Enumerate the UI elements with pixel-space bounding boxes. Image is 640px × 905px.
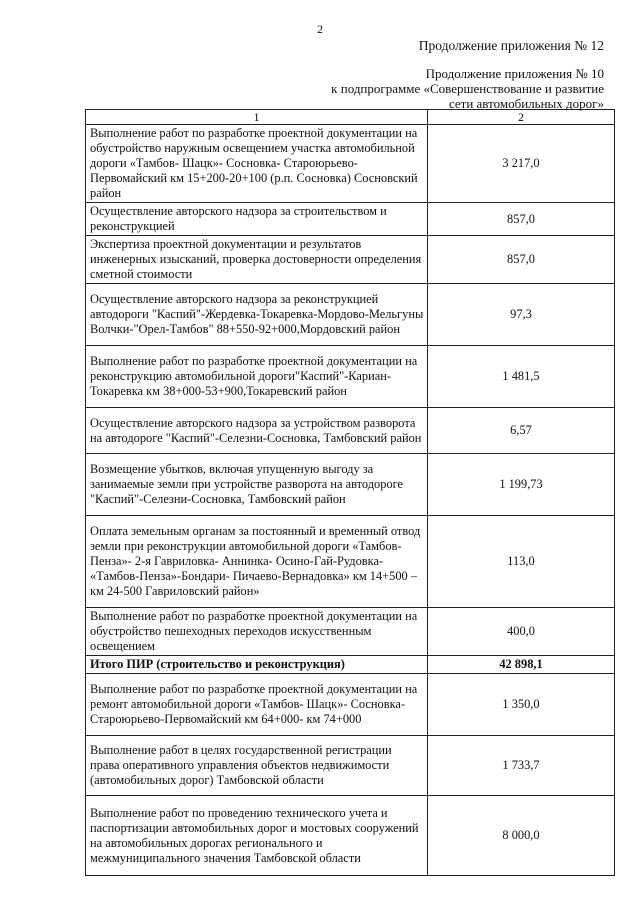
amount-cell: 1 199,73	[428, 454, 615, 516]
work-description-cell: Экспертиза проектной документации и результатов инженерных изысканий, проверка достоверности определения сметной стоимости	[86, 236, 428, 284]
amount-cell: 3 217,0	[428, 125, 615, 203]
budget-table	[85, 109, 615, 876]
amount-cell: 113,0	[428, 516, 615, 608]
work-description-cell: Выполнение работ по разработке проектной документации на обустройство пешеходных переходов искусственным освещением	[86, 608, 428, 656]
work-description-cell: Оплата земельным органам за постоянный и временный отвод земли при реконструкции автомобильной дороги «Тамбов-Пенза»- 2-я Гавриловка- Аннинка- Осино-Гай-Рудовка- «Тамбов-Пенза»-Бондари- Пичаево-Вернадовка» км 14+500 – км 24-500 Гавриловский район»	[86, 516, 428, 608]
amount-cell: 1 350,0	[428, 674, 615, 736]
table-row	[86, 203, 615, 236]
work-description-cell: Выполнение работ по разработке проектной документации на обустройство наружным освещением участка автомобильной дороги «Тамбов- Шацк»- Сосновка- Староюрьево- Первомайский км 15+200-20+100 (р.п. Сосновка) Сосновский район	[86, 125, 428, 203]
amount-cell: 1 481,5	[428, 346, 615, 408]
appendix-continuation-title: Продолжение приложения № 12	[418, 38, 604, 53]
amount-cell: 857,0	[428, 203, 615, 236]
subheading-line: Продолжение приложения № 10	[425, 66, 604, 81]
table-row	[86, 284, 615, 346]
table-row	[86, 516, 615, 608]
table-row	[86, 796, 615, 876]
table-body	[86, 125, 615, 876]
work-description-cell: Осуществление авторского надзора за устройством разворота на автодороге "Каспий"-Селезни-Сосновка, Тамбовский район	[86, 408, 428, 454]
column-header: 2	[428, 110, 615, 125]
work-description-cell: Выполнение работ по разработке проектной документации на ремонт автомобильной дороги «Тамбов- Шацк»- Сосновка- Староюрьево-Первомайский км 64+000- км 74+000	[86, 674, 428, 736]
table-row	[86, 608, 615, 656]
column-header: 1	[86, 110, 428, 125]
table-row	[86, 736, 615, 796]
work-description-cell: Осуществление авторского надзора за реконструкцией автодороги "Каспий"-Жердевка-Токаревка-Мордово-Мельгуны Волчки-"Орел-Тамбов" 88+550-92+000,Мордовский район	[86, 284, 428, 346]
appendix-subheading	[331, 66, 604, 111]
work-description-cell: Выполнение работ в целях государственной регистрации права оперативного управления объектов недвижимости (автомобильных дорог) Тамбовской области	[86, 736, 428, 796]
table-row	[86, 346, 615, 408]
amount-cell: 400,0	[428, 608, 615, 656]
table-row	[86, 236, 615, 284]
work-description-cell: Итого ПИР (строительство и реконструкция)	[86, 656, 428, 674]
table-row	[86, 408, 615, 454]
page-number: 2	[317, 22, 323, 36]
work-description-cell: Возмещение убытков, включая упущенную выгоду за занимаемые земли при устройстве разворота на автодороге "Каспий"-Селезни-Сосновка, Тамбовский район	[86, 454, 428, 516]
table-row	[86, 454, 615, 516]
work-description-cell: Выполнение работ по проведению технического учета и паспортизации автомобильных дорог и мостовых сооружений на автомобильных дорогах регионального и межмуниципального значения Тамбовской области	[86, 796, 428, 876]
table-total-row	[86, 656, 615, 674]
subheading-line: к подпрограмме «Совершенствование и развитие	[331, 81, 604, 96]
amount-cell: 97,3	[428, 284, 615, 346]
table-header-row	[86, 110, 615, 125]
table-row	[86, 125, 615, 203]
amount-cell: 1 733,7	[428, 736, 615, 796]
work-description-cell: Осуществление авторского надзора за строительством и реконструкцией	[86, 203, 428, 236]
work-description-cell: Выполнение работ по разработке проектной документации на реконструкцию автомобильной дороги"Каспий"-Кариан-Токаревка км 38+000-53+900,Токаревский район	[86, 346, 428, 408]
subheading-line: сети автомобильных дорог»	[448, 96, 604, 111]
amount-cell: 857,0	[428, 236, 615, 284]
amount-cell: 8 000,0	[428, 796, 615, 876]
amount-cell: 42 898,1	[428, 656, 615, 674]
table-row	[86, 674, 615, 736]
amount-cell: 6,57	[428, 408, 615, 454]
